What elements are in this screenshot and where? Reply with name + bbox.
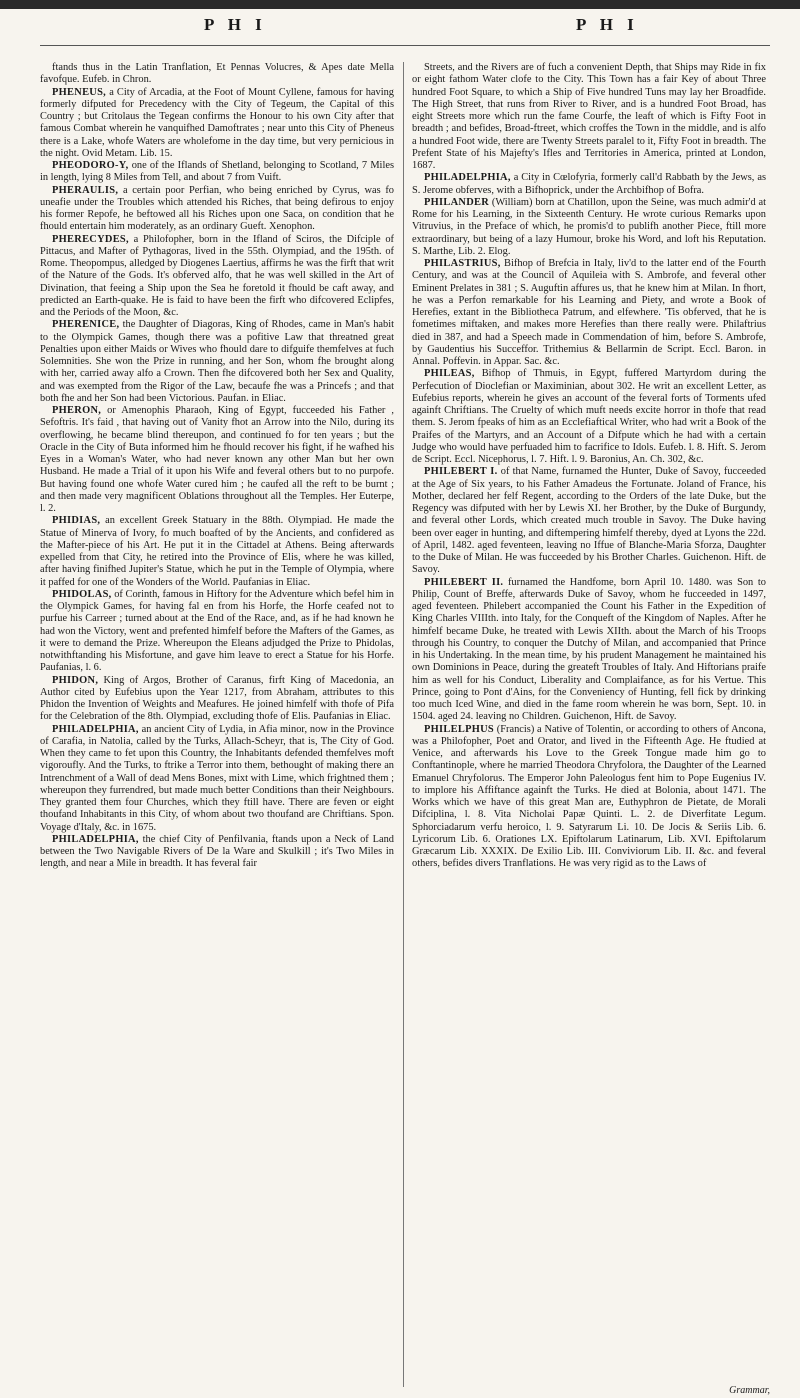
dictionary-entry <box>412 258 766 368</box>
entry-headword: PHERAULIS, <box>52 184 119 196</box>
entry-text: one of the Iflands of Shetland, belonging to Scotland, 7 Miles in length, lying 8 Miles from Tell, and about 7 from Vuift. <box>40 160 394 184</box>
dictionary-entry <box>40 185 394 234</box>
dictionary-entry <box>40 319 394 405</box>
entry-text: a Philofopher, born in the Ifland of Sciros, the Difciple of Pittacus, and Mafter of Pythagoras, lived in the 55th. Olympiad, and the 195th. of Rome. Theopompus, alledged by Diogenes Laertius, affirms he was the firft that writ of the Nature of the Gods. It's obferved alfo, that he was well skilled in the Art of Divination, that feeing a Ship upon the Sea he foretold it fhould be caft away, and predicted an Earth-quake. He is faid to have been the firft who difcovered Eclipfes, and the Periods of the Moon, &c. <box>40 233 394 318</box>
entry-text: or Amenophis Pharaoh, King of Egypt, fucceeded his Father , Sefoftris. It's faid , that having out of Vanity fhot an Arrow into the Nilo, during its overflowing, he became blind thereupon, and continued fo for ten years ; but the Oracle in the City of Buta informed him he fhould recover his fight, if he wafhed his Eyes in a Woman's Water, who had never known any other Man but her own Husband. He made a Trial of it upon his Wife and feveral others but to no purpofe. But having found one whofe Water cured him ; he caufed all the reft to be burnt ; and then made very magnificent Oblations throughout all the Temples. Her Euterpe, l. 2. <box>40 405 394 514</box>
entry-text: an excellent Greek Statuary in the 88th. Olympiad. He made the Statue of Minerva of Ivory, fo much boafted of by the Ancients, and confidered as the Mafter-piece of his Art. He put it in the Cittadel at Athens. Being afterwards expelled from that City, he retired into the Province of Elis, where he was killed, after having finifhed Jupiter's Statue, which he put in the Temple of Olympia, where it paffed for one of the Wonders of the World. Paufanias in Eliac. <box>40 515 394 588</box>
entry-text: an ancient City of Lydia, in Afia minor, now in the Province of Carafia, in Natolia, called by the Turks, Allach-Scheyr, that is, The City of God. When they came to fet upon this Country, the Inhabitants defended themfelves moft vigoroufly. And the Turks, to ftrike a Terror into them, bethought of making there an Intrenchment of a Wall of dead Mens Bones, mixt with Lime, which frightned them ; whereupon they furrendred, but made much better Conditions than their Neighbours. They granted them four Churches, which they ftill have. There are feven or eight thoufand Inhabitants in this City, of whom about two thoufand are Chriftians. Spon. Voyage d'Italy, &c. in 1675. <box>40 723 394 833</box>
entry-headword: PHIDOLAS, <box>52 588 112 600</box>
running-header <box>0 9 800 59</box>
header-right-title: P H I <box>576 15 639 34</box>
dictionary-entry <box>412 577 766 724</box>
entry-text: a City of Arcadia, at the Foot of Mount Cyllene, famous for having formerly difputed for Precedency with the City of Tegeum, the Capital of this Country ; but Critolaus the Tegean confirms the Honour to his own City after that famous Combat wherein he vanquifhed Damoftrates ; near unto this City of Pheneus there is a Lake, whofe Waters are wholefome in the day time, but very pernicious in the night. Ovid Metam. Lib. 15. <box>40 86 394 159</box>
entry-text: of Corinth, famous in Hiftory for the Adventure which befel him in the Olympick Games, for having fal en from his Horfe, the Horfe ceafed not to purfue his Carreer ; turned about at the End of the Race, and, as if he had known he had won the Victory, went and prefented himfelf before the Mafters of the Games, as it were to demand the Prize. Whereupon the Eleans adjudged the Prize to Phidolas, notwithftanding his Misfortune, and gave him leave to erect a Statue for his Horfe. Paufanias, l. 6. <box>40 588 394 674</box>
entry-text: the chief City of Penfilvania, ftands upon a Neck of Land between the Two Navigable Rivers of De la Ware and Skulkill ; it's Two Miles in length, and near a Mile in breadth. It has feveral fair <box>40 833 394 870</box>
entry-text: Bifhop of Thmuis, in Egypt, fuffered Martyrdom during the Perfecution of Dioclefian or Maximinian, about 302. He writ an excellent Letter, as Eufebius reports, wherein he gives an account of the feveral forts of Torments ufed againft Chriftians. The Cruelty of which muft needs excite horror in thofe that read them. S. Jerom fpeaks of him as an Ecclefiaftical Writer, who had writ a Book of the Praifes of the Martyrs, and an Account of a Difpute which he had with a certain Judge who would have perfuaded him to facrifice to Idols. Eufeb. l. 8. Hift. S. Jerom de Script. Eccl. Nicephorus, l. 7. Hift. l. 9. Baronius, An. Ch. 302, &c. <box>412 368 766 465</box>
entry-headword: PHILELPHUS <box>424 723 494 735</box>
entry-headword: PHILADELPHIA, <box>52 833 139 845</box>
entry-headword: PHILANDER <box>424 196 490 208</box>
entry-text: (William) born at Chatillon, upon the Seine, was much admir'd at Rome for his Learning, in the Sixteenth Century. He wrote curious Remarks upon Vitruvius, in the Preface of which, he promis'd to publifh another Piece, ftill more extraordinary, but being of a lazy Humour, broke his Word, and loft his Reputation. S. Marthe, Lib. 2. Elog. <box>412 196 766 257</box>
entry-headword: PHILEBERT II. <box>424 576 504 588</box>
dictionary-entry <box>40 834 394 871</box>
entry-text: a City in Cœlofyria, formerly call'd Rabbath by the Jews, as S. Jerome obferves, with a Bifhoprick, under the Archbifhop of Bofra. <box>412 172 766 196</box>
header-rule <box>40 45 770 46</box>
dictionary-entry <box>412 197 766 258</box>
entry-text: of that Name, furnamed the Hunter, Duke of Savoy, fucceeded at the Age of Six years, to his Father Amadeus the Fortunate. Joland of France, his Mother, declared her felf Regent, according to the Orders of the late Duke, but the Regency was difputed with her by Lewis XI. her Brother, by the Duke of Burgundy, and feveral other Lords, which created much trouble in Savoy. The Duke having been over eager in hunting, and diftempering himfelf thereby, dyed at Lyons the 22d. of April, 1482. aged feventeen, leaving no Iffue of Blanche-Maria Sforza, Daughter to the Duke of Milan. He was fucceeded by his Brother Charles. Guichenon. Hift. de Savoy. <box>412 466 766 576</box>
dictionary-entry <box>412 368 766 466</box>
entry-text: Streets, and the Rivers are of fuch a convenient Depth, that Ships may Ride in fix or eight fathom Water clofe to the City. This Town has a fair Key of about Three hundred Foot Square, to which a Ship of Five hundred Tuns may lay her Broadfide. The High Street, that runs from River to River, and is a hundred Foot Broad, has eight Streets more which run the fame Courfe, the leaft of which is Fifty Foot in breadth ; and befides, Broad-ftreet, which croffes the Town in the middle, and is alfo a hundred Foot wide, there are Twenty Streets paralel to it, Fifty Foot in breadth. The Prefent State of his Majefty's Ifles and Territories in America, printed at London, 1687. <box>412 62 766 171</box>
dictionary-entry <box>40 515 394 589</box>
dictionary-entry <box>40 234 394 320</box>
column-divider <box>403 62 404 1387</box>
entry-text: (Francis) a Native of Tolentin, or according to others of Ancona, was a Philofopher, Poet and Orator, and lived in the Fifteenth Age. He ftudied at Venice, and afterwards his Love to the Greek Tongue made him go to Conftantinople, where he married Theodora Chryfolora, the Daughter of the Learned Emanuel Chryfolorus. The Emperor John Paleologus fent him to Pope Eugenius IV. to implore his Affiftance againft the Turks. He died at Bolonia, about 1471. The Works which we have of this great Man are, Euthyphron de Pietate, de Morali Difciplina, l. 8. Vita Nicholai Papæ Quinti. L. 2. de Diverfitate Legum. Sphorciadarum verfu heroico, l. 9. Satyrarum Li. 10. De Jocis & Seriis Lib. 6. Lyricorum Lib. 6. Orationes LX. Epiftolarum Latinarum, Lib. XVI. Epiftolarum Græcarum Lib. XXXIX. De Exilio Lib. III. Conviviorum Lib. II. &c. and feveral others, befides divers Tranflations. He was very rigid as to the Laws of <box>412 723 766 870</box>
dictionary-entry <box>40 589 394 675</box>
dictionary-entry <box>40 405 394 515</box>
dictionary-entry <box>412 172 766 197</box>
entry-headword: PHILADELPHIA, <box>424 172 511 184</box>
dictionary-entry <box>40 724 394 834</box>
entry-text: a certain poor Perfian, who being enriched by Cyrus, was fo uneafie under the Troubles which attended his Riches, that being defirous to enjoy his former Repofe, he beftowed all his Riches upon one Saca, on condition that he fhould entertain him moderately, as an ordinary Gueft. Xenophon. <box>40 184 394 233</box>
dictionary-entry <box>412 62 766 172</box>
entry-headword: PHERON, <box>52 405 102 416</box>
dictionary-entry <box>40 160 394 185</box>
entry-headword: PHILASTRIUS, <box>424 258 501 269</box>
dictionary-entry <box>412 724 766 871</box>
entry-text: the Daughter of Diagoras, King of Rhodes, came in Man's habit to the Olympick Games, though there was a pofitive Law that threatned great Penalties upon either Maids or Wives who fhould dare to difguife themfelves at fuch Solemnities. She won the Prize in running, and her Son, whom fhe brought along with her, carried away alfo a Crown. Then fhe difcovered both her Sex and Quality, and was exempted from the Rigor of the Law, becaufe fhe was a Princefs ; and that both fhe and her Son had been Victorious. Paufan. in Eliac. <box>40 319 394 404</box>
entry-text: King of Argos, Brother of Caranus, firft King of Macedonia, an Author cited by Eufebius upon the Year 1217, from Abraham, attributes to this Phidon the Invention of Weights and Meafures. He joined himfelf with thofe of Pifa for the Celebration of the 8th. Olympiad, excluding thofe of Elis. Paufanias in Eliac. <box>40 674 394 723</box>
entry-headword: PHEODORO-Y, <box>52 160 129 171</box>
dictionary-entry <box>40 675 394 724</box>
left-column <box>40 62 394 1392</box>
entry-text: ftands thus in the Latin Tranflation, Et Pennas Volucres, & Apes date Mella favofque. Eufeb. in Chron. <box>40 62 394 86</box>
entry-text: Bifhop of Brefcia in Italy, liv'd to the latter end of the Fourth Century, and was at the Council of Aquileia with S. Ambrofe, and feveral other Eminent Prelates in 381 ; S. Auguftin affures us, that he knew him at Milan. In fhort, he was a Perfon remarkable for his Learning and Piety, and wrote a Book of Herefies, extant in the Bibliotheca Patrum, and elfewhere. 'Tis obferved, that he is fometimes miftaken, and makes more Herefies than there really were. Philaftrius died in 387, and had a Speech made in Commendation of him, before S. Ambrofe, by Gaudentius his Succeffor. Trithemius & Bellarmin de Script. Eccl. Baron. in Annal. Poffevin. in Appar. Sac. &c. <box>412 258 766 367</box>
entry-headword: PHILEAS, <box>424 368 475 380</box>
entry-headword: PHENEUS, <box>52 86 107 98</box>
entry-headword: PHERENICE, <box>52 319 120 331</box>
top-edge-bar <box>0 0 800 9</box>
entry-headword: PHILEBERT I. <box>424 466 498 478</box>
catchword: Grammar, <box>729 1385 770 1396</box>
header-left-title: P H I <box>204 15 267 34</box>
entry-headword: PHERECYDES, <box>52 233 129 245</box>
right-column <box>412 62 766 1392</box>
dictionary-entry <box>412 466 766 576</box>
entry-headword: PHIDON, <box>52 674 99 686</box>
dictionary-entry <box>40 87 394 161</box>
entry-headword: PHILADELPHIA, <box>52 723 139 735</box>
dictionary-entry <box>40 62 394 87</box>
entry-headword: PHIDIAS, <box>52 515 101 527</box>
entry-text: furnamed the Handfome, born April 10. 1480. was Son to Philip, Count of Breffe, afterwards Duke of Savoy, whom he fucceeded in 1497, aged feventeen. Philebert accompanied the Count his Father in the Expedition of King Charles VIIIth. into Italy, for the Conqueft of the Kingdom of Naples. After he himfelf became Duke, he treated with Lewis XIIth. about the March of his Troops through his Country, to conquer the Dutchy of Milan, and accompanied that Prince in his Undertaking. In the mean time, by his prudent Management he maintained his own Dominions in Peace, during the greateft Troubles of Italy. And Hiftorians praife him as well for his Conduct, Liberality and Complaifance, as for his Vertue. This Prince, going to Pont d'Ains, for the Conveniency of Hunting, fell fick by drinking too much Iced Wine, and died in the fame room wherein he was born, Sept. 10. in 1504. aged 24. leaving no Children. Guichenon, Hift. de Savoy. <box>412 576 766 723</box>
